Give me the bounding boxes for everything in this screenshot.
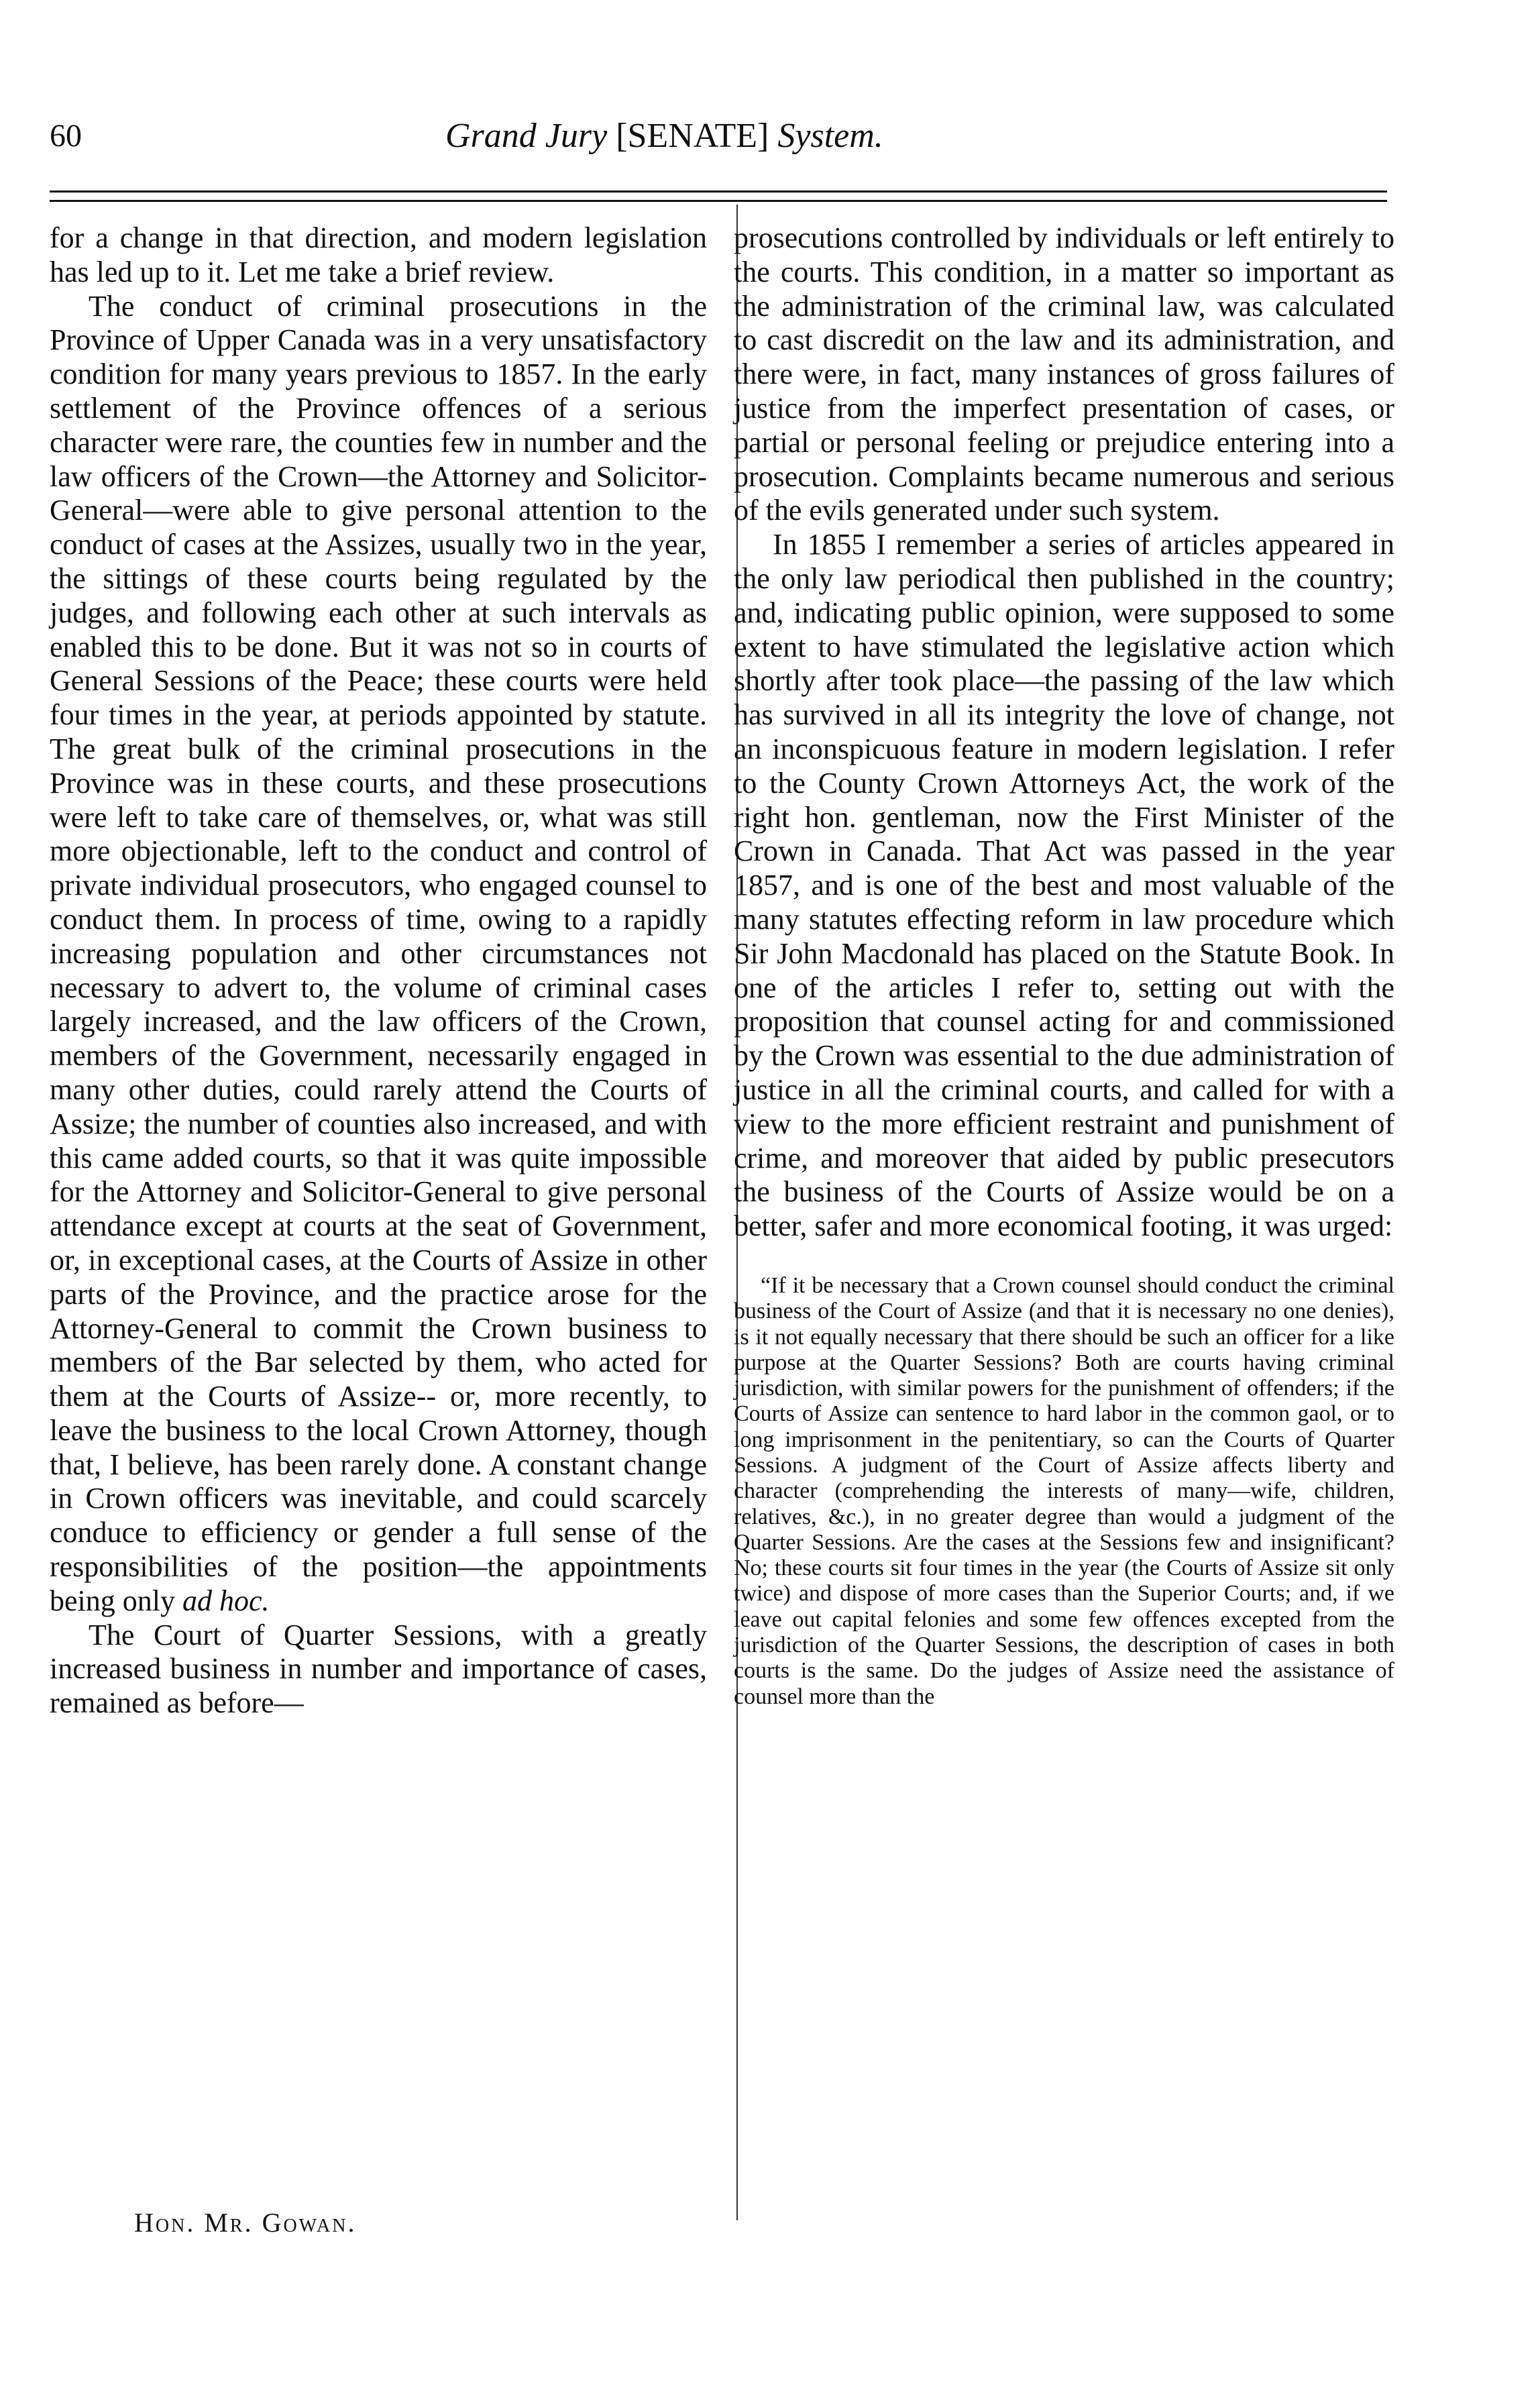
running-title: [445, 113, 883, 160]
title-left: Grand Jury: [445, 117, 608, 155]
left-column: [50, 221, 707, 1721]
right-column: [734, 221, 1394, 1710]
speaker-signature: Hon. Mr. Gowan.: [134, 2207, 357, 2238]
title-right: System.: [777, 117, 883, 155]
block-quote: “If it be necessary that a Crown counsel should conduct the criminal business of the Court of Assize (and that it is necessary no one denies), is it not equally necessary that there should be such an officer for a like purpose at the Quarter Sessions? Both are courts having criminal jurisdiction, with similar powers for the punishment of offenders; if the Courts of Assize can sentence to hard labor in the common gaol, or to long imprisonment in the penitentiary, so can the Courts of Quarter Sessions. A judgment of the Court of Assize affects liberty and character (comprehending the interests of many—wife, children, relatives, &c.), in no greater degree than would a judgment of the Quarter Sessions. Are the cases at the Sessions few and insignificant? No; these courts sit four times in the year (the Courts of Assize sit only twice) and dispose of more cases than the Superior Courts; and, if we leave out capital felonies and some few offences excepted from the jurisdiction of the Quarter Sessions, the description of cases in both courts is the same. Do the judges of Assize need the assistance of counsel more than the: [734, 1272, 1394, 1709]
ad-hoc-italic: ad hoc.: [182, 1584, 270, 1617]
right-paragraph-2: In 1855 I remember a series of articles appeared in the only law periodical then published in the country; and, indicating public opinion, were supposed to some extent to have stimulated the legislative action which shortly after took place—the passing of the law which has survived in all its integrity the love of change, not an inconspicuous feature in modern legislation. I refer to the County Crown Attorneys Act, the work of the right hon. gentleman, now the First Minister of the Crown in Canada. That Act was passed in the year 1857, and is one of the best and most valuable of the many statutes effecting reform in law procedure which Sir John Macdonald has placed on the Statute Book. In one of the articles I refer to, setting out with the proposition that counsel acting for and commissioned by the Crown was essential to the due administration of justice in all the criminal courts, and called for with a view to the more efficient restraint and punishment of crime, and moreover that aided by public presecutors the business of the Courts of Assize would be on a better, safer and more economical footing, it was urged:: [734, 528, 1394, 1243]
title-center: [SENATE]: [616, 117, 769, 155]
header-rule-bottom: [50, 200, 1387, 202]
running-header: [50, 113, 1391, 160]
left-paragraph-2: [50, 290, 707, 1619]
left-paragraph-1: for a change in that direction, and modern legislation has led up to it. Let me take a brief review.: [50, 221, 707, 288]
left-paragraph-3: The Court of Quarter Sessions, with a greatly increased business in number and importance of cases, remained as before—: [50, 1618, 707, 1720]
right-paragraph-1: prosecutions controlled by individuals or left entirely to the courts. This condition, in a matter so important as the administration of the criminal law, was calculated to cast discredit on the law and its administration, and there were, in fact, many instances of gross failures of justice from the imperfect presentation of cases, or partial or personal feeling or prejudice entering into a prosecution. Complaints became numerous and serious of the evils generated under such system.: [734, 221, 1394, 527]
left-paragraph-2-text: The conduct of criminal prosecutions in the Province of Upper Canada was in a very unsatisfactory condition for many years previous to 1857. In the early settlement of the Province offences of a serious character were rare, the counties few in number and the law officers of the Crown—the Attorney and Solicitor-General—were able to give personal attention to the conduct of cases at the Assizes, usually two in the year, the sittings of these courts being regulated by the judges, and following each other at such intervals as enabled this to be done. But it was not so in courts of General Sessions of the Peace; these courts were held four times in the year, at periods appointed by statute. The great bulk of the criminal prosecutions in the Province was in these courts, and these prosecutions were left to take care of themselves, or, what was still more objectionable, left to the conduct and control of private individual prosecutors, who engaged counsel to conduct them. In process of time, owing to a rapidly increasing population and other circumstances not necessary to advert to, the volume of criminal cases largely increased, and the law officers of the Crown, members of the Government, necessarily engaged in many other duties, could rarely attend the Courts of Assize; the number of counties also increased, and with this came added courts, so that it was quite impossible for the Attorney and Solicitor-General to give personal attendance except at courts at the seat of Government, or, in exceptional cases, at the Courts of Assize in other parts of the Province, and the practice arose for the Attorney-General to commit the Crown business to members of the Bar selected by them, who acted for them at the Courts of Assize-- or, more recently, to leave the business to the local Crown Attorney, though that, I believe, has been rarely done. A constant change in Crown officers was inevitable, and could scarcely conduce to efficiency or gender a full sense of the responsibilities of the position—the appointments being only: [50, 289, 707, 1617]
header-rule-top: [50, 190, 1387, 193]
page-number: 60: [50, 118, 82, 154]
